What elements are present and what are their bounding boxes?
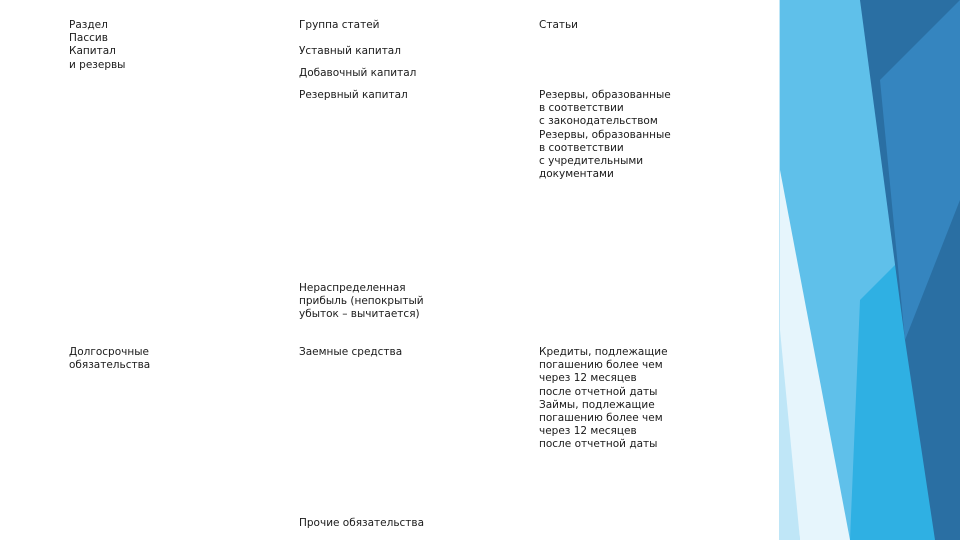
items-credits-loans: Кредиты, подлежащие погашению более чем через 12 месяцев после отчетной даты Займы, подлежащие погашению более чем через 12 месяцев после отчетной даты [539, 346, 668, 451]
group-additional-capital: Добавочный капитал [299, 67, 417, 79]
items-reserves: Резервы, образованные в соответствии с законодательством Резервы, образованные в соответствии с учредительными документами [539, 89, 671, 181]
header-group: Группа статей [299, 19, 380, 31]
group-other-liabilities: Прочие обязательства [299, 517, 425, 529]
group-charter-capital: Уставный капитал [299, 45, 401, 57]
group-retained-earnings: Нераспределенная прибыль (непокрытый убыток – вычитается) [299, 282, 424, 321]
group-borrowed-funds: Заемные средства [299, 346, 403, 358]
header-section: Раздел Пассив Капитал и резервы [69, 19, 126, 71]
group-reserve-capital: Резервный капитал [299, 89, 408, 101]
section-long-term: Долгосрочные обязательства [69, 346, 151, 372]
header-items: Статьи [539, 19, 579, 31]
